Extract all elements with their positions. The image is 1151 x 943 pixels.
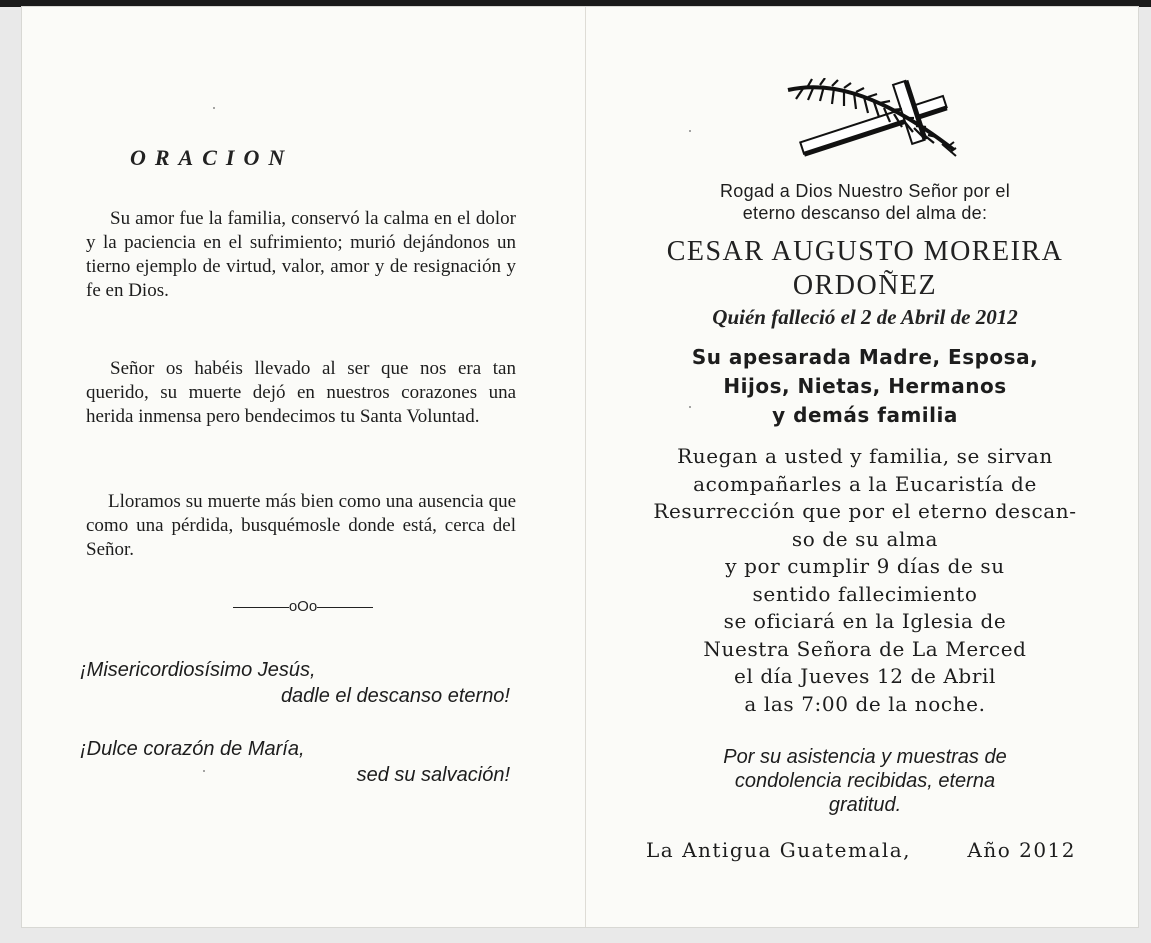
deceased-name xyxy=(600,235,1130,303)
prayer-paragraph: Su amor fue la familia, conservó la calma en el dolor y la paciencia en el sufrimiento; murió dejándonos un tierno ejemplo de virtud, valor, amor y de resignación y fe en Dios. xyxy=(86,208,516,301)
family-line: y demás familia xyxy=(772,403,958,427)
divider-text: oOo xyxy=(288,598,318,615)
death-date: Quién falleció el 2 de Abril de 2012 xyxy=(712,305,1018,329)
place-city: La Antigua Guatemala, xyxy=(646,838,912,862)
scan-speck xyxy=(213,107,215,109)
name-line: ORDOÑEZ xyxy=(792,270,938,301)
intro-line: Rogad a Dios Nuestro Señor por el xyxy=(719,181,1011,201)
invocation-line: sed su salvación! xyxy=(356,764,510,786)
prayer-paragraph: Lloramos su muerte más bien como una ausencia que como una pérdida, busquémosle donde está, cerca del Señor. xyxy=(86,491,516,560)
name-line: CESAR AUGUSTO MOREIRA xyxy=(666,236,1064,267)
place-year: Año 2012 xyxy=(967,838,1076,862)
gratitude-text xyxy=(600,745,1130,817)
invitation-line: Resurrección que por el eterno descan- xyxy=(653,499,1077,523)
family-line: Su apesarada Madre, Esposa, xyxy=(691,345,1039,369)
invocation-jesus xyxy=(80,657,512,709)
gratitude-line: condolencia recibidas, eterna xyxy=(734,770,996,792)
invocation-line: ¡Misericordiosísimo Jesús, xyxy=(80,659,316,681)
family-mourners xyxy=(600,343,1130,430)
ornament-divider xyxy=(213,598,393,615)
invocation-line: ¡Dulce corazón de María, xyxy=(80,738,305,760)
invitation-line: so de su alma xyxy=(791,526,939,551)
invitation-line: Ruegan a usted y familia, se sirvan xyxy=(677,444,1053,468)
invitation-line: se oficiará en la Iglesia de xyxy=(723,609,1007,633)
place-and-year xyxy=(646,838,1076,862)
invitation-line: Nuestra Señora de La Merced xyxy=(703,636,1027,661)
prayer-title: ORACION xyxy=(130,145,294,170)
scan-speck xyxy=(689,130,691,132)
gratitude-line: Por su asistencia y muestras de xyxy=(723,746,1007,768)
invitation-line: a las 7:00 de la noche. xyxy=(744,691,986,716)
invitation-line: sentido fallecimiento xyxy=(752,581,978,606)
family-line: Hijos, Nietas, Hermanos xyxy=(723,374,1007,398)
prayer-paragraph: Señor os habéis llevado al ser que nos era tan querido, su muerte dejó en nuestros corazones una herida inmensa pero bendecimos tu Santa Voluntad. xyxy=(86,358,516,427)
cross-and-palm-icon xyxy=(784,78,969,158)
gratitude-line: gratitud. xyxy=(828,794,902,816)
mass-invitation xyxy=(600,443,1130,718)
invitation-line: acompañarles a la Eucaristía de xyxy=(693,471,1037,496)
invitation-line: y por cumplir 9 días de su xyxy=(725,554,1005,578)
scan-top-edge xyxy=(0,0,1151,7)
invitation-line: el día Jueves 12 de Abril xyxy=(734,664,996,688)
invocation-maria xyxy=(80,736,512,788)
intro-line: eterno descanso del alma de: xyxy=(742,203,988,223)
intro-text xyxy=(600,180,1130,224)
invocation-line: dadle el descanso eterno! xyxy=(280,685,510,707)
card-fold-line xyxy=(585,7,586,927)
